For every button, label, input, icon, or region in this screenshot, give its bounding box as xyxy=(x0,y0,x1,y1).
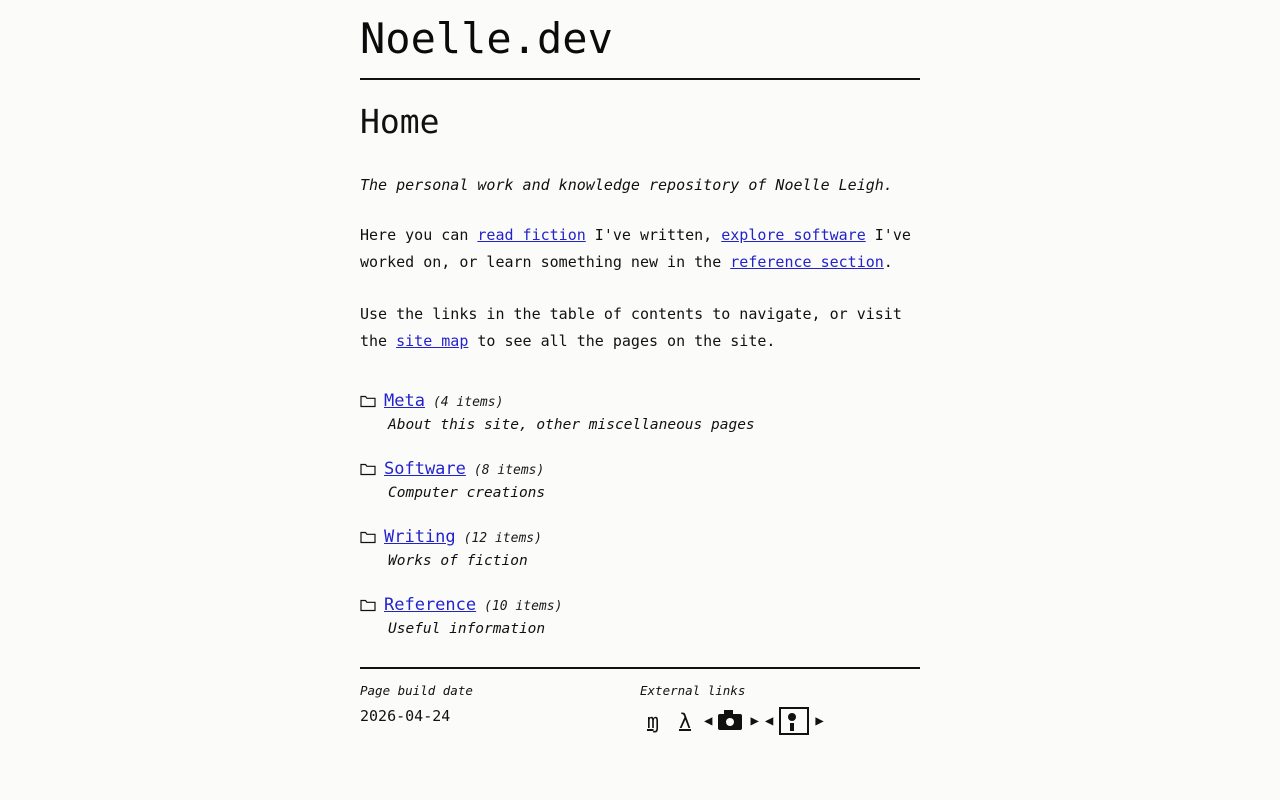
toc-description: Works of fiction xyxy=(388,552,528,569)
footer-external-links-column xyxy=(640,683,920,735)
list-item xyxy=(360,459,920,501)
next-arrow-icon-2[interactable]: ▶ xyxy=(815,712,824,729)
toc-description: Computer creations xyxy=(388,484,546,501)
nav-hint-paragraph xyxy=(360,301,920,354)
toc-link-reference[interactable]: Reference xyxy=(384,594,477,615)
folder-icon xyxy=(360,529,376,543)
toc-item-count: (4 items) xyxy=(432,394,504,410)
footer xyxy=(360,683,920,735)
intro-paragraph xyxy=(360,222,920,275)
folder-icon xyxy=(360,461,376,475)
prev-arrow-icon[interactable]: ◀ xyxy=(704,712,713,729)
toc-item-count: (8 items) xyxy=(473,462,545,478)
folder-icon xyxy=(360,597,376,611)
camera-icon[interactable] xyxy=(718,710,744,732)
page-container xyxy=(360,0,920,735)
footer-divider xyxy=(360,667,920,669)
list-item xyxy=(360,391,920,433)
toc-link-software[interactable]: Software xyxy=(384,458,466,479)
nav-hint-text-2: to see all the pages on the site. xyxy=(468,332,776,351)
toc-item-count: (12 items) xyxy=(463,530,542,546)
toc-item-count: (10 items) xyxy=(484,598,563,614)
lambda-icon[interactable]: λ xyxy=(678,708,692,733)
explore-software-link[interactable]: explore software xyxy=(721,226,866,245)
header-divider xyxy=(360,78,920,80)
folder-icon xyxy=(360,393,376,407)
external-links-list xyxy=(640,707,920,735)
toc-description: About this site, other miscellaneous pages xyxy=(388,416,755,433)
intro-text-2: I've written, xyxy=(585,226,722,245)
external-links-label: External links xyxy=(640,682,746,698)
list-item xyxy=(360,527,920,569)
toc-link-writing[interactable]: Writing xyxy=(384,526,456,547)
build-date-value: 2026-04-24 xyxy=(360,706,451,725)
site-map-link[interactable]: site map xyxy=(396,332,469,351)
nav-hint-text-1: Use the links in the table of contents to navigate, or visit the xyxy=(360,305,902,351)
page-tagline: The personal work and knowledge repository of Noelle Leigh. xyxy=(360,175,893,194)
page-title: Home xyxy=(360,102,440,141)
mastodon-icon[interactable]: ɱ xyxy=(646,708,660,733)
intro-text-4: . xyxy=(883,252,893,271)
toc-description: Useful information xyxy=(388,620,546,637)
boxed-dot-icon[interactable] xyxy=(779,707,809,735)
intro-text-3: I've worked on, or learn something new in the xyxy=(360,226,911,271)
footer-build-date-column xyxy=(360,683,640,735)
reference-section-link[interactable]: reference section xyxy=(730,252,884,271)
read-fiction-link[interactable]: read fiction xyxy=(477,226,586,245)
next-arrow-icon[interactable]: ▶ xyxy=(750,712,759,729)
toc-row xyxy=(360,391,920,411)
toc-row xyxy=(360,527,920,547)
toc-row xyxy=(360,459,920,479)
list-item xyxy=(360,595,920,637)
site-title: Noelle.dev xyxy=(360,14,613,63)
toc-row xyxy=(360,595,920,615)
table-of-contents xyxy=(360,391,920,637)
intro-text-1: Here you can xyxy=(360,226,478,245)
build-date-label: Page build date xyxy=(360,682,473,698)
prev-arrow-icon-2[interactable]: ◀ xyxy=(764,712,774,729)
toc-link-meta[interactable]: Meta xyxy=(384,390,425,411)
